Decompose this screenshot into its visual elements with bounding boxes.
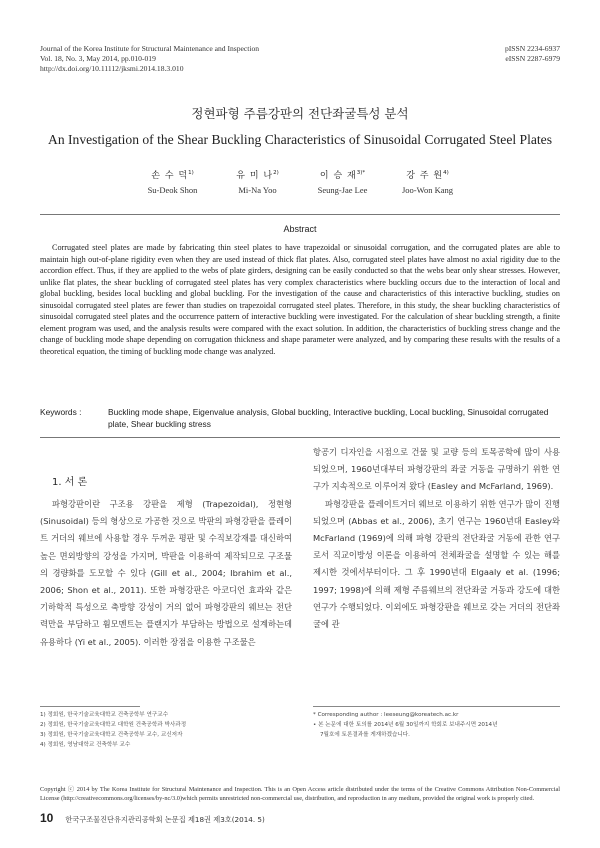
- footnote-2: 2) 정회원, 한국기술교육대학교 대학원 건축공학과 박사과정: [40, 722, 187, 728]
- author-1-name-ko: 손 수 덕: [151, 171, 189, 181]
- keywords: [40, 406, 560, 430]
- page-footer: [40, 811, 560, 825]
- author-2-name-en: Mi-Na Yoo: [238, 185, 277, 195]
- author-list: [130, 168, 470, 195]
- keywords-label: Keywords :: [40, 407, 82, 417]
- abstract-top-rule: [40, 214, 560, 215]
- copyright-notice: Copyright ⓒ 2014 by The Korea Institute for Structural Maintenance and Inspection. This is an Open Access article distributed under the terms of the Creative Commons Attribution Non-Commercial License (http://creativecommons.org/licenses/by-nc/3.0)which permits unrestricted non-commercial use, distribution, and reproduction in any medium, provided the original work is properly cited.: [40, 786, 560, 802]
- author-2: [215, 168, 300, 195]
- author-3: [300, 168, 385, 195]
- right-column: [313, 444, 560, 633]
- footnote-3: 3) 정회원, 한국기술교육대학교 건축공학부 교수, 교신저자: [40, 732, 183, 738]
- left-column: [40, 496, 292, 651]
- pissn: pISSN 2234-6937: [504, 44, 560, 53]
- footnote-4: 4) 정회원, 영남대학교 건축학부 교수: [40, 742, 131, 748]
- page-number: 10: [40, 811, 54, 825]
- paper-title-korean: 정현파형 주름강판의 전단좌굴특성 분석: [191, 106, 409, 121]
- keywords-value: Buckling mode shape, Eigenvalue analysis, Global buckling, Interactive buckling, Local buckling, Sinusoidal corrugated plate, Shear buckling stress: [108, 407, 549, 429]
- footer-journal-name: 한국구조물진단유지관리공학회 논문집 제18권 제3호(2014. 5): [65, 815, 265, 824]
- abstract-text: Corrugated steel plates are made by fabricating thin steel plates to have trapezoidal or sinusoidal corrugation, and the corrugated plates are able to maintain high out-of-plane rigidity even when they are used instead of thick flat plates. Also, corrugated steel plates have almost no axial rigidity due to the accordion effect. Thus, if they are applied to the webs of plate girders, designing can be easily conducted so that the webs bear only shear stresses. However, unlike flat plates, the shear buckling of corrugated steel plates has very complex characteristics where buckling occurs due to the interaction of local and global buckling, besides local buckling and global buckling. For the investigation of the cause and characteristics of this interactive buckling, studies on sinusoidal corrugated steel plates are fewer than studies on trapezoidal corrugated steel plates. Therefore, in this study, the shear buckling characteristics of sinusoidal corrugated steel plates and the occurrence pattern of interactive buckling were investigated. For the calculation of shear buckling strength, a finite element program was used, and the analysis results were compared with the exact solution. In addition, the characteristics of buckling stress change and the change of buckling mode shape depending on corrugation thickness and shape parameter were analyzed, and by comparing these results with the results of a theoretical equation, the timing of buckling mode change was analyzed.: [40, 243, 560, 356]
- author-2-affil: 2): [273, 170, 279, 176]
- author-1-name-en: Su-Deok Shon: [147, 185, 198, 195]
- paper-title-english: An Investigation of the Shear Buckling Characteristics of Sinusoidal Corrugated Steel Plates: [48, 132, 552, 147]
- section-heading-introduction: 1. 서 론: [52, 477, 88, 488]
- issn-block: [440, 44, 560, 64]
- author-1-affil: 1): [188, 170, 194, 176]
- abstract-heading: Abstract: [283, 224, 317, 234]
- journal-header: [40, 44, 370, 74]
- author-1: [130, 168, 215, 195]
- discussion-note-line-2: 7월호에 토론결과를 게재하겠습니다.: [320, 732, 410, 738]
- intro-paragraph-2: 항공기 디자인을 시점으로 건물 및 교량 등의 토목공학에 많이 사용되었으며, 1960년대부터 파형강판의 좌굴 거동을 규명하기 위한 연구가 지속적으로 이루어져 왔다 (Easley and McFarland, 1969).: [313, 447, 560, 492]
- author-3-name-en: Seung-Jae Lee: [317, 185, 368, 195]
- footnotes-affiliations: [40, 710, 292, 750]
- author-4-name-en: Joo-Won Kang: [401, 185, 454, 195]
- eissn: eISSN 2287-6979: [505, 54, 560, 63]
- journal-volume: Vol. 18, No. 3, May 2014, pp.010-019: [40, 54, 156, 63]
- footnote-rule-right: [313, 706, 560, 707]
- author-4: [385, 168, 470, 195]
- author-4-name-ko: 강 주 원: [406, 171, 444, 181]
- author-2-name-ko: 유 미 나: [236, 171, 274, 181]
- intro-paragraph-1: 파형강판이란 구조용 강판을 제형 (Trapezoidal), 정현형 (Sinusoidal) 등의 형상으로 가공한 것으로 박판의 파형강판을 플레이트 거더의 웨브에 사용할 경우 두꺼운 평판 및 수직보강재를 대신하여 높은 면외방향의 강성을 가지며, 박판을 이용하여 제작되므로 구조물의 경량화를 도모할 수 있다 (Gill et al., 2004; Ibrahim et al., 2006; Shon et al., 2011). 또한 파형강판은 아코디언 효과와 같은 기하학적 특성으로 축방향 강성이 거의 없어 파형강판의 웨브는 전단력만을 부담하고 휨모멘트는 플랜지가 부담하는 방법으로 설계하는데 유용하다 (Yi et al., 2005). 이러한 장점을 이용한 구조물은: [40, 499, 292, 647]
- intro-paragraph-3: 파형강판을 플레이트거더 웨브로 이용하기 위한 연구가 많이 진행되었으며 (Abbas et al., 2006), 초기 연구는 1960년대 Easley와 McFarland (1969)에 의해 파형 강판의 전단좌굴 거동에 관한 연구로서 직교이방성 이론을 이용하여 전체좌굴을 설명할 수 있는 해를 제시한 것에서부터이다. 그 후 1990년대 Elgaaly et al. (1996; 1997; 1998)에 의해 제형 주름웨브의 전단좌굴 거동과 강도에 대한 연구가 수행되었다. 이외에도 파형강판을 웨브로 갖는 거더의 전단좌굴에 관: [313, 498, 560, 630]
- journal-doi[interactable]: http://dx.doi.org/10.11112/jksmi.2014.18.3.010: [40, 64, 184, 73]
- abstract-bottom-rule: [40, 437, 560, 438]
- footnote-rule-left: [40, 706, 140, 707]
- journal-name: Journal of the Korea Institute for Structural Maintenance and Inspection: [40, 44, 260, 53]
- footnotes-correspondence: [313, 710, 560, 740]
- author-3-name-ko: 이 승 재: [319, 171, 357, 181]
- discussion-note-line-1: • 본 논문에 대한 토의를 2014년 6월 30일까지 학회로 보내주시면 2014년: [313, 722, 498, 728]
- author-4-affil: 4): [443, 170, 449, 176]
- author-3-affil: 3)*: [356, 170, 366, 176]
- corresponding-author: * Corresponding author : leeseung@koreatech.ac.kr: [313, 712, 459, 718]
- footnote-1: 1) 정회원, 한국기술교육대학교 건축공학부 연구교수: [40, 712, 169, 718]
